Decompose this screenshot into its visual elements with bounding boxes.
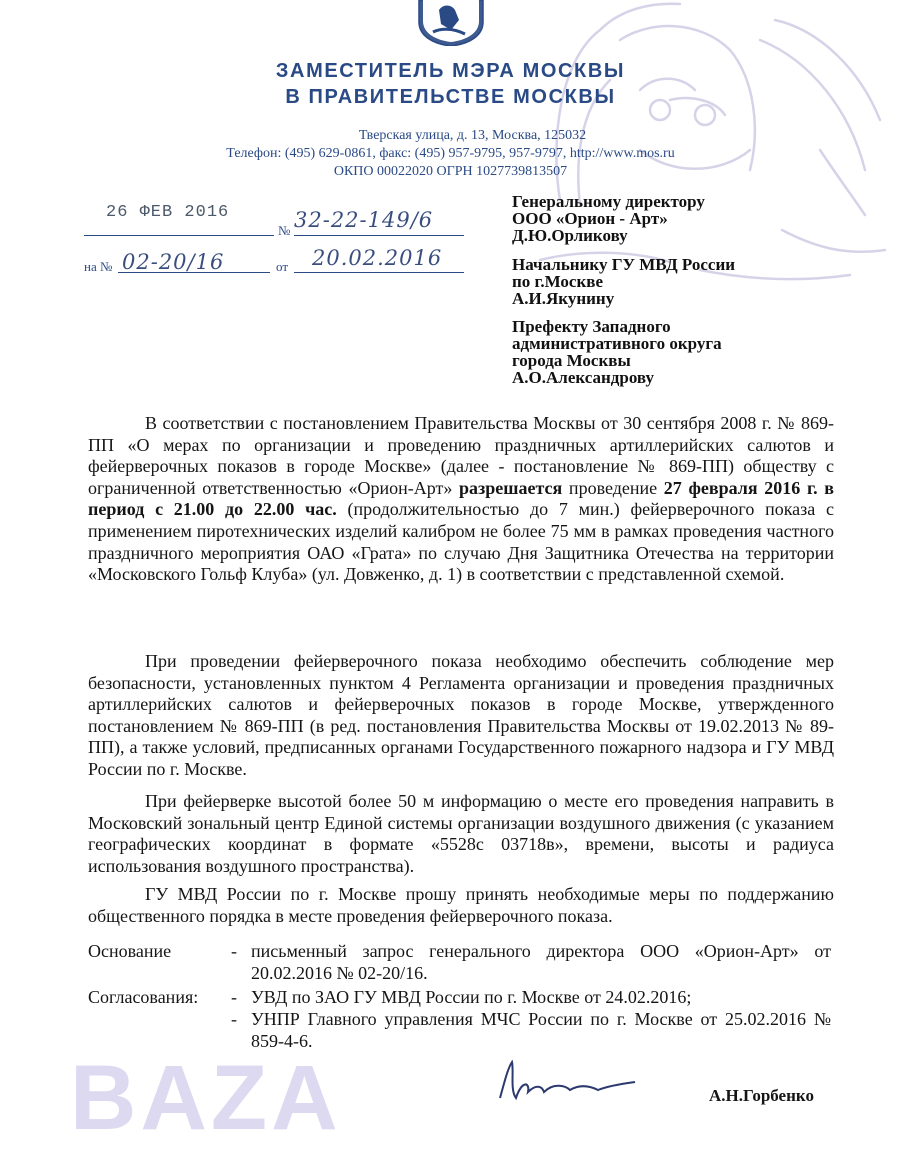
recipient-line: города Москвы: [512, 351, 631, 370]
letter-body-police: [88, 884, 834, 927]
handwritten-signature-icon: [470, 1060, 640, 1100]
approval-item-2: УНПР Главного управления МЧС России по г. Москве от 25.02.2016 № 859-4-6.: [251, 1009, 831, 1051]
letterhead-phones: Телефон: (495) 629-0861, факс: (495) 957-9795, 957-9797, http://www.mos.ru: [226, 146, 675, 161]
paragraph-permission: В соответствии с постановлением Правительства Москвы от 30 сентября 2008 г. № 869-ПП «О мерах по организации и проведению праздничных артиллерийских салютов и фейерверочных показов в городе Москве» (далее - постановление № 869-ПП) обществу с ограниченной ответственностью «Орион-Арт» разрешается проведение 27 февраля 2016 г. в период с 21.00 до 22.00 час. (продолжительностью до 7 мин.) фейерверочного показа с применением пиротехнических изделий калибром не более 75 мм в рамках проведения частного праздничного мероприятия ОАО «Грата» по случаю Дня Защитника Отечества на территории «Московского Гольф Клуба» (ул. Довженко, д. 1) в соответствии с представленной схемой.: [88, 413, 835, 585]
baza-watermark-text: BAZA: [70, 1047, 342, 1149]
recipient-line: Д.Ю.Орликову: [512, 226, 628, 245]
letterhead-title-line1: ЗАМЕСТИТЕЛЬ МЭРА МОСКВЫ: [275, 60, 626, 82]
date-line: [84, 235, 274, 236]
basis-dash: -: [231, 941, 237, 961]
moscow-coat-of-arms-icon: [411, 0, 491, 46]
reference-number-line: [118, 272, 270, 273]
letter-body: [88, 413, 834, 586]
recipient-line: ООО «Орион - Арт»: [512, 209, 668, 228]
date-stamp: 26 ФЕВ 2016: [106, 203, 230, 222]
outgoing-number-value: 32-22-149/6: [294, 208, 434, 232]
letterhead-title-line2: В ПРАВИТЕЛЬСТВЕ МОСКВЫ: [285, 86, 616, 108]
reference-number-value: 02-20/16: [122, 250, 225, 274]
recipient-prefect: [512, 318, 722, 386]
letterhead-address: Тверская улица, д. 13, Москва, 125032: [358, 128, 587, 143]
basis-and-approvals: [88, 941, 848, 1051]
basis-text: письменный запрос генерального директора ООО «Орион-Арт» от 20.02.2016 № 02-20/16.: [251, 941, 831, 983]
recipient-line: Генеральному директору: [512, 192, 705, 211]
paragraph-safety: При проведении фейерверочного показа необходимо обеспечить соблюдение мер безопасности, установленных пунктом 4 Регламента организации и проведения праздничных артиллерийских салютов и фейерверочных показов в городе Москве, утвержденного постановлением № 869-ПП (в ред. постановления Правительства Москвы от 19.02.2013 № 89-ПП), а также условий, предписанных органами Государственного пожарного надзора и ГУ МВД России по г. Москве.: [88, 651, 834, 779]
approvals-dash-2: -: [231, 1009, 237, 1029]
recipient-line: А.И.Якунину: [512, 289, 615, 308]
letter-body-safety: [88, 651, 834, 781]
recipient-line: А.О.Александрову: [512, 368, 655, 387]
signatory-name: А.Н.Горбенко: [709, 1086, 814, 1105]
reference-date-line: [294, 272, 464, 273]
letter-body-airspace: [88, 791, 834, 877]
outgoing-number-label: №: [278, 223, 291, 238]
letterhead-codes: ОКПО 00022020 ОГРН 1027739813507: [333, 164, 568, 179]
basis-label: Основание: [88, 941, 172, 961]
recipient-police-chief: [512, 256, 735, 307]
recipient-line: Начальнику ГУ МВД России: [512, 255, 736, 274]
recipient-line: административного округа: [512, 334, 722, 353]
reference-date-value: 20.02.2016: [312, 246, 443, 270]
approvals-dash-1: -: [231, 987, 237, 1007]
paragraph-airspace: При фейерверке высотой более 50 м информацию о месте его проведения направить в Московский зональный центр Единой системы организации воздушного движения (с указанием географических координат в формате «5528с 03718в», времени, высоты и радиуса использования воздушного пространства).: [88, 791, 834, 876]
reference-number-label: на №: [84, 259, 113, 274]
paragraph-police: ГУ МВД России по г. Москве прошу принять необходимые меры по поддержанию общественного порядка в месте проведения фейерверочного показа.: [88, 884, 834, 926]
recipient-line: по г.Москве: [512, 272, 603, 291]
outgoing-number-line: [294, 235, 464, 236]
recipient-general-director: [512, 193, 705, 244]
recipient-line: Префекту Западного: [512, 317, 671, 336]
approvals-label: Согласования:: [88, 987, 199, 1007]
reference-date-label: от: [276, 259, 289, 274]
approval-item-1: УВД по ЗАО ГУ МВД России по г. Москве от 24.02.2016;: [251, 987, 692, 1007]
